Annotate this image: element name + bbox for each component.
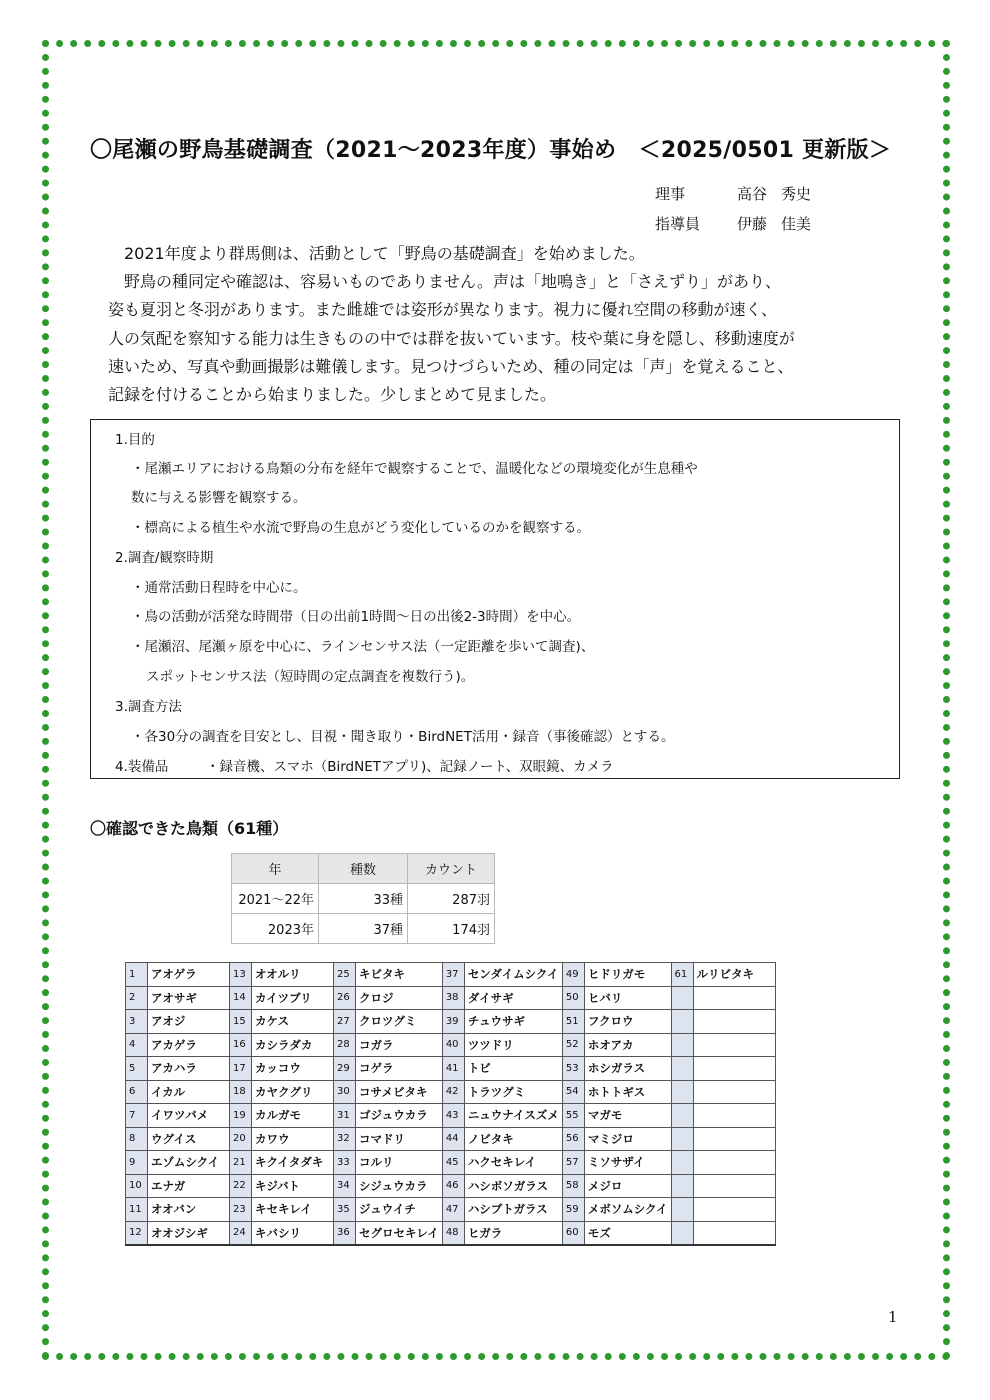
bird-list-table	[125, 962, 776, 1246]
bird-number-cell: 50	[562, 986, 584, 1010]
bird-number-cell	[671, 1151, 693, 1175]
bird-name-cell: カイツブリ	[252, 986, 334, 1010]
bird-name-cell: ハシブトガラス	[464, 1198, 562, 1222]
bird-number-cell: 61	[671, 963, 693, 987]
bird-number-cell: 37	[442, 963, 464, 987]
bird-name-cell	[693, 1151, 775, 1175]
bird-name-cell: マガモ	[584, 1104, 671, 1128]
column-header: 年	[232, 854, 319, 884]
bird-name-cell: オオバン	[148, 1198, 230, 1222]
bird-name-cell: コサメビタキ	[356, 1080, 443, 1104]
bird-name-cell: トラツグミ	[464, 1080, 562, 1104]
table-cell: 37種	[319, 914, 408, 944]
bird-name-cell	[693, 1010, 775, 1034]
bird-name-cell: アオジ	[148, 1010, 230, 1034]
bird-number-cell: 44	[442, 1127, 464, 1151]
bird-number-cell	[671, 1127, 693, 1151]
bird-name-cell: アカゲラ	[148, 1033, 230, 1057]
bird-number-cell: 33	[334, 1151, 356, 1175]
bird-number-cell: 22	[230, 1174, 252, 1198]
bird-name-cell	[693, 1104, 775, 1128]
bird-name-cell: ハクセキレイ	[464, 1151, 562, 1175]
table-cell: 2021～22年	[232, 884, 319, 914]
bird-name-cell: クロツグミ	[356, 1010, 443, 1034]
bird-number-cell: 45	[442, 1151, 464, 1175]
bird-name-cell: チュウサギ	[464, 1010, 562, 1034]
author-row-2	[655, 213, 811, 234]
bird-name-cell: カッコウ	[252, 1057, 334, 1081]
author-family-name: 伊藤	[737, 215, 768, 233]
bird-number-cell: 25	[334, 963, 356, 987]
bird-number-cell	[671, 986, 693, 1010]
bird-number-cell: 40	[442, 1033, 464, 1057]
bird-name-cell: アカハラ	[148, 1057, 230, 1081]
intro-line: 2021年度より群馬側は、活動として「野鳥の基礎調査」を始めました。	[108, 244, 645, 263]
bird-number-cell: 2	[126, 986, 148, 1010]
bird-number-cell: 56	[562, 1127, 584, 1151]
bird-number-cell: 24	[230, 1221, 252, 1245]
column-header: 種数	[319, 854, 408, 884]
bird-number-cell: 60	[562, 1221, 584, 1245]
author-given-name: 秀史	[781, 185, 812, 203]
bird-number-cell: 46	[442, 1174, 464, 1198]
table-cell: 174羽	[408, 914, 495, 944]
bird-name-cell: ジュウイチ	[356, 1198, 443, 1222]
author-given-name: 佳美	[781, 215, 812, 233]
section-heading-purpose: 1.目的	[115, 432, 155, 448]
bird-number-cell: 31	[334, 1104, 356, 1128]
bird-name-cell: クロジ	[356, 986, 443, 1010]
survey-outline-box	[90, 419, 900, 779]
bird-number-cell: 39	[442, 1010, 464, 1034]
outline-item: 数に与える影響を観察する。	[131, 490, 307, 506]
bird-name-cell	[693, 1174, 775, 1198]
bird-name-cell: ホシガラス	[584, 1057, 671, 1081]
table-row	[126, 1010, 776, 1034]
bird-name-cell: シジュウカラ	[356, 1174, 443, 1198]
outline-item: ・鳥の活動が活発な時間帯（日の出前1時間～日の出後2-3時間）を中心。	[131, 609, 581, 625]
bird-number-cell: 18	[230, 1080, 252, 1104]
bird-name-cell: エナガ	[148, 1174, 230, 1198]
bird-name-cell: セグロセキレイ	[356, 1221, 443, 1245]
author-family-name: 高谷	[737, 185, 768, 203]
bird-number-cell: 28	[334, 1033, 356, 1057]
table-row	[126, 1104, 776, 1128]
bird-number-cell: 42	[442, 1080, 464, 1104]
bird-name-cell: モズ	[584, 1221, 671, 1245]
bird-number-cell: 11	[126, 1198, 148, 1222]
intro-line: 記録を付けることから始まりました。少しまとめて見ました。	[108, 385, 557, 405]
page-number: 1	[888, 1308, 898, 1326]
bird-number-cell	[671, 1198, 693, 1222]
bird-name-cell: カヤクグリ	[252, 1080, 334, 1104]
table-row	[126, 1221, 776, 1245]
bird-number-cell: 1	[126, 963, 148, 987]
table-cell: 287羽	[408, 884, 495, 914]
column-header: カウント	[408, 854, 495, 884]
outline-item: スポットセンサス法（短時間の定点調査を複数行う)。	[146, 669, 475, 685]
bird-number-cell: 4	[126, 1033, 148, 1057]
bird-number-cell: 51	[562, 1010, 584, 1034]
bird-number-cell: 19	[230, 1104, 252, 1128]
bird-name-cell: コルリ	[356, 1151, 443, 1175]
bird-number-cell: 38	[442, 986, 464, 1010]
bird-name-cell: キセキレイ	[252, 1198, 334, 1222]
bird-name-cell: エゾムシクイ	[148, 1151, 230, 1175]
bird-name-cell: オオジシギ	[148, 1221, 230, 1245]
author-role: 指導員	[655, 215, 701, 233]
section-heading-method: 3.調査方法	[115, 699, 182, 715]
table-cell: 2023年	[232, 914, 319, 944]
bird-number-cell: 21	[230, 1151, 252, 1175]
bird-name-cell: センダイムシクイ	[464, 963, 562, 987]
bird-name-cell: ルリビタキ	[693, 963, 775, 987]
intro-paragraph	[108, 240, 878, 409]
table-row	[126, 986, 776, 1010]
bird-name-cell	[693, 1221, 775, 1245]
section-heading-equipment: 4.装備品	[115, 759, 169, 775]
intro-line: 姿も夏羽と冬羽があります。また雌雄では姿形が異なります。視力に優れ空間の移動が速く、	[108, 300, 778, 320]
bird-name-cell: マミジロ	[584, 1127, 671, 1151]
intro-line: 人の気配を察知する能力は生きものの中では群を抜いています。枝や葉に身を隠し、移動速度が	[108, 328, 795, 348]
bird-number-cell: 16	[230, 1033, 252, 1057]
bird-number-cell: 6	[126, 1080, 148, 1104]
bird-number-cell: 58	[562, 1174, 584, 1198]
outline-item: ・各30分の調査を目安とし、目視・聞き取り・BirdNET活用・録音（事後確認）とする。	[131, 729, 675, 745]
bird-name-cell: ヒバリ	[584, 986, 671, 1010]
bird-name-cell	[693, 986, 775, 1010]
bird-number-cell: 41	[442, 1057, 464, 1081]
bird-number-cell: 52	[562, 1033, 584, 1057]
bird-number-cell: 23	[230, 1198, 252, 1222]
bird-number-cell: 55	[562, 1104, 584, 1128]
table-row	[126, 1127, 776, 1151]
author-row-1	[655, 183, 811, 204]
bird-number-cell: 32	[334, 1127, 356, 1151]
bird-name-cell: ハシボソガラス	[464, 1174, 562, 1198]
bird-name-cell: ノビタキ	[464, 1127, 562, 1151]
bird-name-cell: ダイサギ	[464, 986, 562, 1010]
bird-number-cell	[671, 1010, 693, 1034]
bird-name-cell: オオルリ	[252, 963, 334, 987]
outline-item: ・尾瀬沼、尾瀬ヶ原を中心に、ラインセンサス法（一定距離を歩いて調査)、	[131, 639, 595, 655]
bird-number-cell: 49	[562, 963, 584, 987]
bird-number-cell	[671, 1033, 693, 1057]
bird-name-cell	[693, 1033, 775, 1057]
bird-number-cell: 9	[126, 1151, 148, 1175]
bird-number-cell: 57	[562, 1151, 584, 1175]
table-row	[126, 963, 776, 987]
bird-name-cell: ホトトギス	[584, 1080, 671, 1104]
bird-number-cell: 8	[126, 1127, 148, 1151]
bird-name-cell: ニュウナイスズメ	[464, 1104, 562, 1128]
bird-number-cell	[671, 1080, 693, 1104]
bird-name-cell: ウグイス	[148, 1127, 230, 1151]
bird-name-cell: カシラダカ	[252, 1033, 334, 1057]
bird-name-cell: ツツドリ	[464, 1033, 562, 1057]
bird-name-cell: トビ	[464, 1057, 562, 1081]
bird-number-cell: 7	[126, 1104, 148, 1128]
bird-number-cell: 54	[562, 1080, 584, 1104]
bird-number-cell: 59	[562, 1198, 584, 1222]
bird-name-cell: コマドリ	[356, 1127, 443, 1151]
bird-name-cell: カワウ	[252, 1127, 334, 1151]
table-row	[126, 1057, 776, 1081]
bird-number-cell: 15	[230, 1010, 252, 1034]
bird-number-cell: 43	[442, 1104, 464, 1128]
outline-item: ・標高による植生や水流で野鳥の生息がどう変化しているのかを観察する。	[131, 520, 590, 536]
outline-item: ・録音機、スマホ（BirdNETアプリ)、記録ノート、双眼鏡、カメラ	[206, 759, 614, 775]
author-role: 理事	[655, 185, 686, 203]
bird-name-cell: キビタキ	[356, 963, 443, 987]
intro-line: 野鳥の種同定や確認は、容易いものでありません。声は「地鳴き」と「さえずり」があり、	[108, 272, 781, 292]
bird-name-cell: ゴジュウカラ	[356, 1104, 443, 1128]
table-row	[126, 1151, 776, 1175]
bird-number-cell: 48	[442, 1221, 464, 1245]
table-row	[126, 1174, 776, 1198]
bird-number-cell	[671, 1057, 693, 1081]
bird-name-cell: アオゲラ	[148, 963, 230, 987]
bird-number-cell: 35	[334, 1198, 356, 1222]
bird-number-cell: 29	[334, 1057, 356, 1081]
document-title: 〇尾瀬の野鳥基礎調査（2021～2023年度）事始め ＜2025/0501 更新版＞	[90, 138, 892, 163]
bird-name-cell: ホオアカ	[584, 1033, 671, 1057]
bird-name-cell: メボソムシクイ	[584, 1198, 671, 1222]
table-row	[126, 1080, 776, 1104]
bird-name-cell: イワツバメ	[148, 1104, 230, 1128]
bird-number-cell: 14	[230, 986, 252, 1010]
bird-number-cell: 5	[126, 1057, 148, 1081]
bird-number-cell: 27	[334, 1010, 356, 1034]
bird-number-cell	[671, 1104, 693, 1128]
table-cell: 33種	[319, 884, 408, 914]
table-row	[232, 884, 495, 914]
bird-name-cell: カケス	[252, 1010, 334, 1034]
bird-number-cell: 53	[562, 1057, 584, 1081]
bird-name-cell	[693, 1080, 775, 1104]
table-row	[126, 1198, 776, 1222]
bird-name-cell: コゲラ	[356, 1057, 443, 1081]
bird-name-cell: キクイタダキ	[252, 1151, 334, 1175]
bird-name-cell: キジバト	[252, 1174, 334, 1198]
bird-number-cell: 20	[230, 1127, 252, 1151]
bird-number-cell: 34	[334, 1174, 356, 1198]
bird-number-cell: 13	[230, 963, 252, 987]
section-subtitle: 〇確認できた鳥類（61種）	[90, 819, 289, 838]
summary-table	[231, 853, 495, 944]
bird-number-cell: 26	[334, 986, 356, 1010]
outline-item: ・通常活動日程時を中心に。	[131, 580, 307, 596]
bird-name-cell	[693, 1127, 775, 1151]
bird-name-cell: アオサギ	[148, 986, 230, 1010]
table-row	[232, 914, 495, 944]
bird-name-cell: メジロ	[584, 1174, 671, 1198]
bird-name-cell: カルガモ	[252, 1104, 334, 1128]
bird-number-cell	[671, 1221, 693, 1245]
bird-number-cell	[671, 1174, 693, 1198]
bird-name-cell	[693, 1198, 775, 1222]
bird-name-cell: フクロウ	[584, 1010, 671, 1034]
bird-number-cell: 47	[442, 1198, 464, 1222]
outline-item: ・尾瀬エリアにおける鳥類の分布を経年で観察することで、温暖化などの環境変化が生息種や	[131, 461, 698, 477]
bird-number-cell: 36	[334, 1221, 356, 1245]
bird-name-cell	[693, 1057, 775, 1081]
bird-name-cell: キバシリ	[252, 1221, 334, 1245]
bird-name-cell: ヒガラ	[464, 1221, 562, 1245]
bird-number-cell: 17	[230, 1057, 252, 1081]
section-heading-period: 2.調査/観察時期	[115, 550, 214, 566]
bird-name-cell: コガラ	[356, 1033, 443, 1057]
bird-number-cell: 3	[126, 1010, 148, 1034]
bird-number-cell: 10	[126, 1174, 148, 1198]
bird-name-cell: ヒドリガモ	[584, 963, 671, 987]
bird-number-cell: 30	[334, 1080, 356, 1104]
bird-number-cell: 12	[126, 1221, 148, 1245]
table-row	[126, 1033, 776, 1057]
bird-name-cell: ミソサザイ	[584, 1151, 671, 1175]
bird-name-cell: イカル	[148, 1080, 230, 1104]
intro-line: 速いため、写真や動画撮影は難儀します。見つけづらいため、種の同定は「声」を覚えること、	[108, 356, 794, 376]
